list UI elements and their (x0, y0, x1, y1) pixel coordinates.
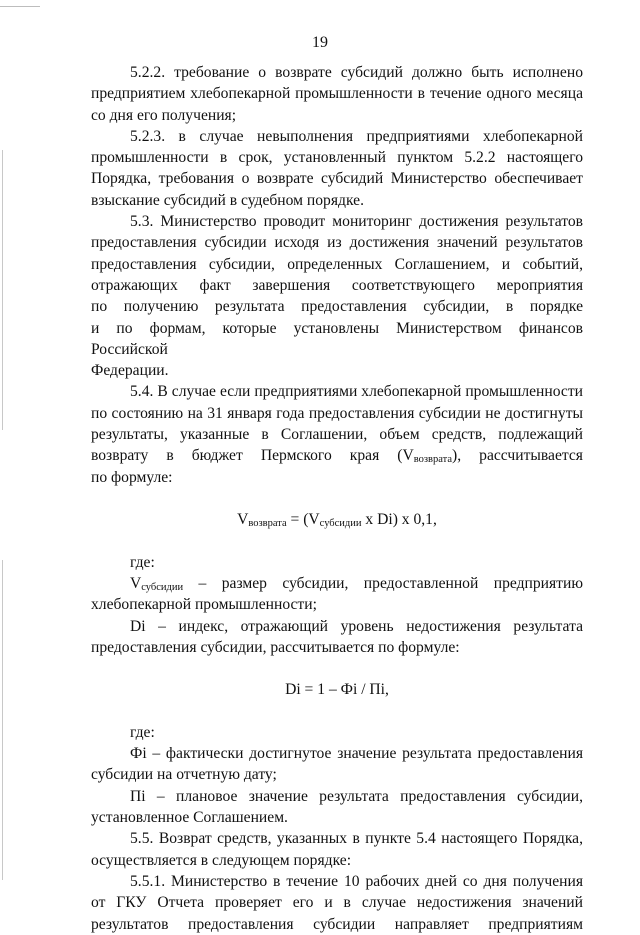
text-line (91, 573, 583, 594)
text-fragment: возврату в бюджет Пермского края (V (91, 447, 414, 465)
text-fragment: – размер субсидии, предоставленной предприятию (183, 574, 583, 592)
subscript: возврата (413, 454, 453, 466)
text-line: Фi – фактически достигнутое значение результата предоставления (130, 745, 583, 763)
left-scan-edge (2, 560, 3, 880)
page-number: 19 (312, 34, 328, 51)
text-line: со дня его получения; (91, 106, 237, 124)
text-line: отражающих факт завершения соответствующего мероприятия (91, 276, 583, 294)
subscript: субсидии (319, 517, 362, 529)
paragraph-5-5-1 (91, 871, 583, 935)
paragraph-5-2-3 (91, 126, 583, 211)
where-label: где: (130, 724, 155, 742)
paragraph-5-4 (91, 381, 583, 487)
definition-di (91, 616, 583, 659)
where-label: где: (130, 553, 155, 571)
text-line: по формуле: (91, 468, 173, 486)
left-scan-edge (2, 150, 3, 430)
text-line: и по формам, которые установлены Министерством финансов Российской (91, 319, 583, 358)
formula-refund (91, 509, 583, 530)
text-line: по получению результата предоставления субсидии, в порядке (91, 298, 583, 316)
text-line: результаты, указанные в Соглашении, объем средств, подлежащий (91, 426, 583, 444)
subscript: субсидии (141, 581, 184, 593)
text-fragment: ), рассчитывается (452, 447, 583, 465)
text-line: взыскание субсидий в судебном порядке. (91, 191, 364, 209)
text-line: от ГКУ Отчета проверяет его и в случае недостижения значений (91, 894, 583, 912)
definition-pi (91, 786, 583, 829)
text-line: 5.2.3. в случае невыполнения предприятиями хлебопекарной (130, 127, 583, 145)
text-line: осуществляется в следующем порядке: (91, 851, 352, 869)
text-line: предоставления субсидии исходя из достижения значений результатов (91, 234, 583, 252)
definition-v-subsidy (91, 573, 583, 616)
subscript: возврата (248, 517, 287, 529)
text-line: предоставления субсидии, рассчитывается по формуле: (91, 638, 460, 656)
formula-symbol: V (130, 574, 142, 592)
text-line: промышленности в срок, установленный пунктом 5.2.2 настоящего (91, 149, 583, 167)
formula-symbol: V (237, 510, 249, 528)
text-line: хлебопекарной промышленности; (91, 596, 317, 614)
text-line: Федерации. (91, 362, 169, 380)
formula-part: x Di) x 0,1, (361, 510, 437, 528)
text-line: Пi – плановое значение результата предоставления субсидии, (130, 787, 583, 805)
text-line: 5.4. В случае если предприятиями хлебопекарной промышленности (130, 383, 583, 401)
formula-index: Di = 1 – Фi / Пi, (285, 681, 389, 699)
text-line: 5.5. Возврат средств, указанных в пункте 5.4 настоящего Порядка, (130, 830, 583, 848)
text-line: 5.3. Министерство проводит мониторинг достижения результатов (130, 213, 583, 231)
formula-part: = (V (286, 510, 320, 528)
document-body (91, 62, 583, 935)
text-line (91, 445, 583, 466)
paragraph-5-5 (91, 828, 583, 871)
paragraph-5-3 (91, 211, 583, 381)
text-line: предоставления субсидии, определенных Соглашением, и событий, (91, 255, 583, 273)
text-line: предприятием хлебопекарной промышленности в течение одного месяца (91, 85, 583, 103)
text-line: Порядка, требования о возврате субсидий Министерство обеспечивает (91, 170, 583, 188)
text-line: 5.5.1. Министерство в течение 10 рабочих дней со дня получения (130, 872, 583, 890)
text-line: Di – индекс, отражающий уровень недостижения результата (130, 617, 583, 635)
definition-fi (91, 743, 583, 786)
paragraph-5-2-2 (91, 62, 583, 126)
text-line: результатов предоставления субсидии направляет предприятиям (91, 915, 583, 933)
text-line: субсидии на отчетную дату; (91, 766, 277, 784)
text-line: установленное Соглашением. (91, 809, 288, 827)
top-edge-line (0, 6, 40, 7)
text-line: по состоянию на 31 января года предоставления субсидии не достигнуты (91, 404, 583, 422)
text-line: 5.2.2. требование о возврате субсидий должно быть исполнено (130, 64, 583, 81)
